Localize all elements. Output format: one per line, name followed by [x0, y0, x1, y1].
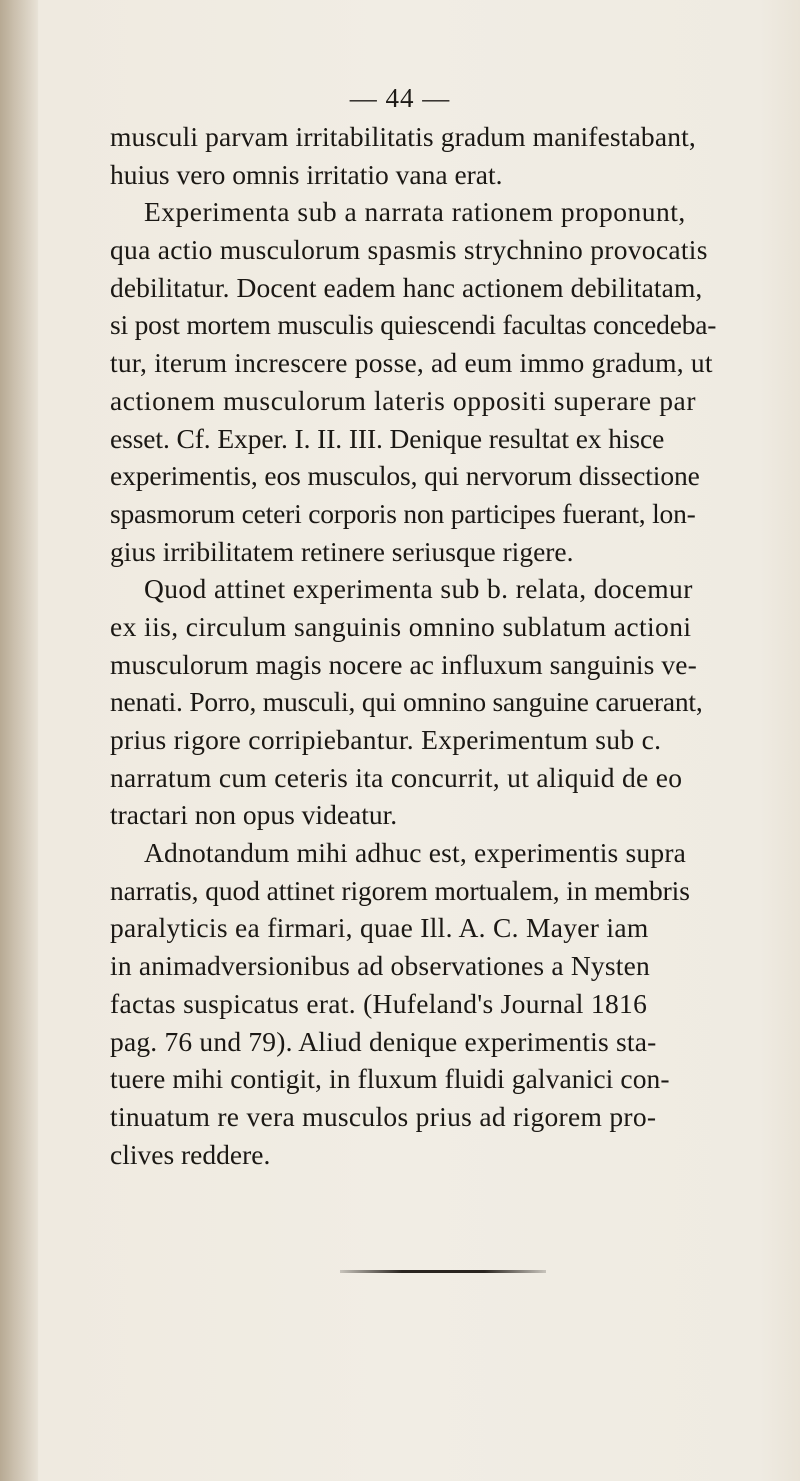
text-line: actionem musculorum lateris oppositi superare par: [110, 384, 697, 416]
text-line: nenati. Porro, musculi, qui omnino sanguine caruerant,: [110, 686, 703, 718]
text-line: musculorum magis nocere ac influxum sanguinis ve-: [110, 648, 697, 680]
text-line: si post mortem musculis quiescendi facultas concedeba-: [110, 309, 717, 341]
text-line: pag. 76 und 79). Aliud denique experimentis sta-: [110, 1025, 657, 1057]
text-line: ex iis, circulum sanguinis omnino sublatum actioni: [110, 610, 692, 642]
paragraph-start-line: Adnotandum mihi adhuc est, experimentis supra: [144, 837, 687, 869]
paragraph-start-line: Quod attinet experimenta sub b. relata, docemur: [144, 573, 693, 605]
text-line: clives reddere.: [110, 1138, 271, 1170]
text-line: narratum cum ceteris ita concurrit, ut aliquid de eo: [110, 761, 683, 793]
text-line: huius vero omnis irritatio vana erat.: [110, 158, 503, 190]
text-line: paralyticis ea firmari, quae Ill. A. C. Mayer iam: [110, 912, 649, 944]
text-line: debilitatur. Docent eadem hanc actionem debilitatam,: [110, 271, 703, 303]
text-line: in animadversionibus ad observationes a Nysten: [110, 950, 650, 982]
text-line: tur, iterum increscere posse, ad eum immo gradum, ut: [110, 347, 713, 379]
text-line: spasmorum ceteri corporis non participes fuerant, lon-: [110, 497, 696, 529]
text-line: musculi parvam irritabilitatis gradum manifestabant,: [110, 121, 696, 152]
text-line: factas suspicatus erat. (Hufeland's Journal 1816: [110, 987, 648, 1019]
text-line: gius irribilitatem retinere seriusque rigere.: [110, 535, 574, 567]
page-number: — 44 —: [349, 83, 451, 113]
text-line: esset. Cf. Exper. I. II. III. Denique resultat ex hisce: [110, 422, 665, 454]
text-line: narratis, quod attinet rigorem mortualem, in membris: [110, 874, 690, 906]
text-line: prius rigore corripiebantur. Experimentum sub c.: [110, 724, 662, 755]
body-text: [110, 118, 800, 1173]
paragraph-start-line: Experimenta sub a narrata rationem proponunt,: [144, 196, 686, 228]
text-line: experimentis, eos musculos, qui nervorum dissectione: [110, 460, 700, 492]
text-line: tuere mihi contigit, in fluxum fluidi galvanici con-: [110, 1063, 670, 1095]
end-rule-divider: [340, 1270, 546, 1273]
text-line: tractari non opus videatur.: [110, 799, 398, 831]
text-line: tinuatum re vera musculos prius ad rigorem pro-: [110, 1100, 657, 1132]
binding-shadow: [0, 0, 38, 1481]
text-line: qua actio musculorum spasmis strychnino provocatis: [110, 234, 708, 266]
